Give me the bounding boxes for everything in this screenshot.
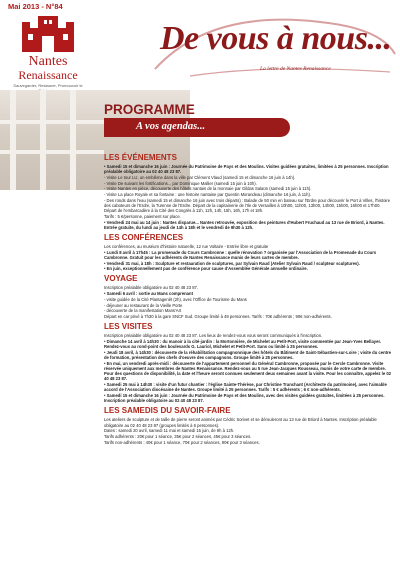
program-line: Départ en car privé à 7h30 à la gare SNCF Sud. Groupe limité à 49 personnes. Tarifs : 70€ adhérents ; 90€ non-adhérents.	[104, 313, 332, 319]
visites-list	[104, 333, 394, 403]
logo	[4, 14, 92, 93]
issue-number: Mai 2013 - N°84	[8, 2, 63, 11]
program-line: • Samedi 15 et dimanche 16 juin : Journée du Patrimoine de Pays et des Moulins, avec des visites guidées gratuites, limitées à 25 personnes. Inscription préalable obligatoire au 02 40 48 23 87.	[104, 392, 385, 404]
program-line: • Samedi 25 mai à 14h30 : visite d'un futur chantier : l'église Sainte-Thérèse, par Christine Tranchant (Architecte du patrimoine), avec l'aimable accord de l'Association diocésaine de Nantes. Groupe limité à 25 personnes. Tarifs : 5 € adhérents ; 6 € non-adhérents.	[104, 382, 387, 393]
program-line: - découverte de la manifestation Mans'Art	[104, 308, 182, 314]
program-line: - visite guidée de la Cité Plantagenêt (2h), avec l'Office de Tourisme du Mans	[104, 296, 247, 302]
program-line: Dates : samedi 20 avril, samedi 11 mai et samedi 15 juin, de 9h à 12h.	[104, 428, 235, 434]
section-title-events: LES ÉVÉNEMENTS	[104, 153, 177, 162]
program-content	[104, 150, 394, 445]
program-line: Les ateliers de sculpture et de taille de pierre seront animés par Cédric Sorivet et se dérouleront au 13 rue de Briord à Nantes. Inscription préalable obligatoire au 02 40 48 23 87 (groupes limités à 6 personnes).	[104, 417, 377, 428]
program-line: • En juin, exceptionnellement pas de conférence pour cause d'Assemblée Générale annuelle ordinaire.	[104, 266, 308, 272]
section-title-conferences: LES CONFÉRENCES	[104, 232, 184, 242]
program-line: - Visite Nantes en pièce, découverte des hôtels nantais de la monnaie par Gildas Salaün (samedi 15 juin à 11h).	[104, 186, 312, 192]
brand-name-line1: Nantes	[28, 54, 68, 69]
newsletter-subtitle: La lettre de Nantes Renaissance	[260, 66, 331, 72]
program-line: • Vendredi 24 mai au 14 juin : Nantes disparue... Nantes retrouvée, exposition des peintures d'Hubert Fruchaud au 13 rue de Briord, à Nantes. Entrée gratuite, du lundi au jeudi de 14h à 18h et le vendredi de 9h30 à 12h.	[104, 219, 385, 230]
program-line: - déjeuner au restaurant de la Vieille Porte	[104, 302, 183, 308]
brand-tagline: Sauvegarder, Restaurer, Promouvoir le	[13, 83, 83, 88]
program-line: • Samedi 15 et dimanche 16 juin : Journée du Patrimoine de Pays et des Moulins. Visites guidées gratuites, limitées à 25 personnes. Inscription préalable obligatoire au 02 40 48 23 87.	[104, 164, 389, 175]
castle-logo-icon	[18, 14, 78, 54]
program-line: Tarifs : 5 €/personne, paiement sur place.	[104, 213, 181, 219]
program-line: - Visite La place Royale et sa fontaine : une histoire nantaise par Quentin Morandeau (dimanche 16 juin, à 11h).	[104, 192, 312, 198]
program-banner	[104, 118, 290, 137]
program-line: Inscription préalable obligatoire au 02 40 48 23 87.	[104, 285, 199, 291]
brand-name-line2: Renaissance	[18, 68, 78, 82]
program-title: PROGRAMME	[104, 102, 195, 117]
program-line: Tarifs non-adhérents : 40€ pour 1 séance, 70€ pour 2 séances, 90€ pour 3 séances.	[104, 439, 260, 445]
savoir-faire-list	[104, 417, 394, 445]
program-line: Les conférences, au muséum d'histoire naturelle, 12 rue Voltaire - Entrée libre et gratuite	[104, 243, 269, 249]
program-line: • Samedi 6 avril : sortie au Mans comprenant	[104, 291, 193, 297]
section-title-visites: LES VISITES	[104, 322, 153, 332]
events-list	[104, 164, 394, 230]
program-line: • Lundi 8 avril à 17h45 : La promenade du Cours Cambronne : quelle rénovation ? organisée par l'Association de la Promenade du Cours Cambronne. Gratuit pour les adhérents de Nantes Renaissance munis de leurs cartes de membre.	[104, 249, 377, 260]
program-line: - Visite De suivant les fortifications... par Dominique Mallier (samedi 15 juin à 10h).	[104, 180, 257, 186]
program-line: Inscription préalable obligatoire au 02 40 48 23 87. Les lieux de rendez-vous vous seront communiqués à l'inscription.	[104, 333, 323, 339]
program-line: • En mai, un vendredi après-midi : découverte de l'appartement personnel du Général Cambronne, proposée par le Cercle Cambronne. Visite réservée uniquement aux membres de Nantes Renaissance. Rendez-vous au 5 rue Jean-Jacques Rousseau, munis de votre carte de membre. Pour des questions de disponibilité, la date et l'heure seront connues seulement deux semaines avant la visite. Pour les connaître, appelez le 02 40 48 23 87.	[104, 360, 391, 382]
program-line: - Des ronds dans l'eau (samedi 15 et dimanche 16 juin avec trois départs) : Balade de 50 min en bateau sur l'Erdre pour découvrir le Port à Villes, l'histoire des caboteurs de l'Erdre, la Turenne de l'Erdre. Départ de la capitainerie de l'Ile de Versailles à 10h00, 11h00, 13h00, 14h00, 15h00, 16h00 et 17h00. Départ de l'embarcadère à la Cité des Congrès à 11h, 12h, 14h, 15h, 16h, 17h et 18h.	[104, 197, 391, 214]
program-banner-text: A vos agendas...	[136, 121, 206, 132]
section-title-savoir-faire: LES SAMEDIS DU SAVOIR-FAIRE	[104, 406, 231, 416]
program-line: • Dimanche 14 avril à 14h30 : du manoir à la cité-jardin : la Mortonnière, de Michelet au Petit-Port, visite commentée par Jean-Yves Bellayer. Rendez-vous au rond-point des boulevards G. Lauriol, Michelet et Petit-Port. Sans ou limité à 25 personnes.	[104, 338, 382, 350]
program-line: • Vendredi 31 mai, à 18h : Sculpture et restauration de sculptures, par Sylvain Raud (Atelier Sylvain Raud / sculpteur sculptures).	[104, 260, 360, 266]
conferences-list	[104, 244, 394, 272]
section-title-voyage: VOYAGE	[104, 274, 138, 284]
program-line: Tarifs adhérents : 20€ pour 1 séance, 35€ pour 2 séances, 45€ pour 3 séances.	[104, 433, 252, 439]
newsletter-title: De vous à nous...	[160, 20, 392, 57]
program-line: • Jeudi 18 avril, à 14h30 : découverte de la réhabilitation compagnonnique des hôtels du Bâtiment de Saint-Sébastien-sur-Loire ; visite du centre de formation, présentation des chefs d'oeuvre des compagnons. Groupe limité à 25 personnes.	[104, 349, 391, 360]
program-line: - Visite Le tour LU, un emblème dans la ville par Clément Vlaud (samedi 15 et dimanche 16 juin à 14h).	[104, 174, 296, 180]
voyage-list	[104, 285, 394, 319]
